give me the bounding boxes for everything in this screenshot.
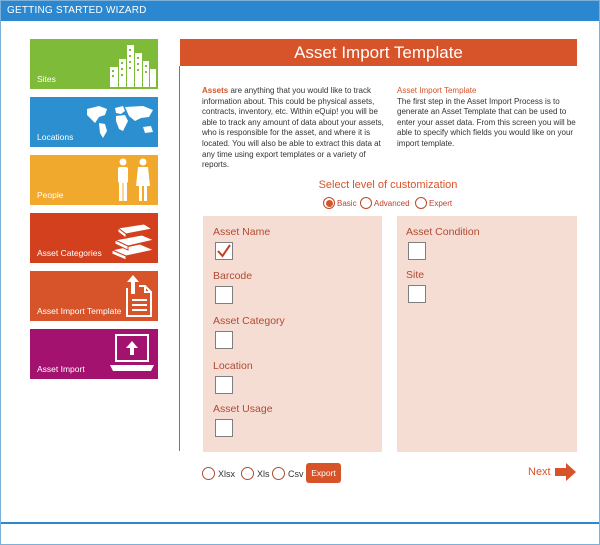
assets-description-body: are anything that you would like to track information about. This could be physical assets, contracts, inventory, etc. Within eQuip! you will be able to track any amount of data about your assets, who is responsible for the asset, and where it is located. You will also be able to extract this data at any time using export templates or a variety of reports. <box>202 86 384 170</box>
location-checkbox[interactable] <box>215 376 233 394</box>
export-format-xlsx[interactable] <box>202 467 235 480</box>
template-description-body: The first step in the Asset Import Process is to generate an Asset Template that can be used to enter your asset data. From this screen you will be able to specify which fields you would like on your import template. <box>397 96 576 148</box>
assets-description <box>202 86 390 171</box>
arrow-right-icon <box>555 463 577 481</box>
xls-radio[interactable] <box>241 467 254 480</box>
customization-title: Select level of customization <box>318 179 458 191</box>
basic-label: Basic <box>337 198 357 208</box>
sidebar-item-label: Sites <box>37 74 56 84</box>
customization-basic[interactable] <box>323 195 357 211</box>
sidebar-item-label: Asset Categories <box>37 248 102 258</box>
sidebar-item-sites[interactable] <box>30 39 158 89</box>
field-label-asset-name: Asset Name <box>213 226 271 238</box>
customization-advanced[interactable] <box>360 195 410 211</box>
expert-radio[interactable] <box>415 197 427 209</box>
xlsx-label: Xlsx <box>218 468 236 479</box>
customization-expert[interactable] <box>415 195 452 211</box>
barcode-checkbox[interactable] <box>215 286 233 304</box>
laptop-upload-icon <box>108 333 156 375</box>
advanced-label: Advanced <box>374 198 410 208</box>
next-button[interactable] <box>528 463 577 481</box>
next-label: Next <box>528 466 551 478</box>
people-icon <box>114 158 154 202</box>
document-upload-icon <box>124 274 154 318</box>
sidebar-item-asset-import[interactable] <box>30 329 158 379</box>
sidebar-item-label: Asset Import Template <box>37 306 122 316</box>
export-format-xls[interactable] <box>241 467 270 480</box>
field-label-asset-condition: Asset Condition <box>406 226 480 238</box>
sidebar-item-label: Locations <box>37 132 74 142</box>
template-heading: Asset Import Template <box>397 86 477 95</box>
sidebar-item-asset-categories[interactable] <box>30 213 158 263</box>
field-label-site: Site <box>406 269 425 281</box>
xlsx-radio[interactable] <box>202 467 215 480</box>
panel-divider <box>179 66 180 451</box>
field-label-asset-usage: Asset Usage <box>213 403 273 415</box>
world-map-icon <box>85 103 157 139</box>
books-icon <box>110 218 156 260</box>
csv-label: Csv <box>288 468 304 479</box>
asset-name-checkbox[interactable] <box>215 242 233 260</box>
city-icon <box>108 41 156 87</box>
asset-usage-checkbox[interactable] <box>215 419 233 437</box>
export-format-csv[interactable] <box>272 467 304 480</box>
template-description <box>397 86 577 150</box>
sidebar-item-label: People <box>37 190 64 200</box>
advanced-radio[interactable] <box>360 197 372 209</box>
xls-label: Xls <box>257 468 270 479</box>
csv-radio[interactable] <box>272 467 285 480</box>
sidebar-item-asset-import-template[interactable] <box>30 271 158 321</box>
sidebar-item-locations[interactable] <box>30 97 158 147</box>
field-label-barcode: Barcode <box>213 270 253 282</box>
expert-label: Expert <box>429 198 453 208</box>
field-label-location: Location <box>213 360 253 372</box>
site-checkbox[interactable] <box>408 285 426 303</box>
asset-category-checkbox[interactable] <box>215 331 233 349</box>
footer-divider <box>1 522 599 524</box>
asset-condition-checkbox[interactable] <box>408 242 426 260</box>
checkmark-icon <box>216 243 232 259</box>
field-label-asset-category: Asset Category <box>213 315 285 327</box>
sidebar-item-label: Asset Import <box>37 364 85 374</box>
sidebar-item-people[interactable] <box>30 155 158 205</box>
basic-radio[interactable] <box>323 197 335 209</box>
page-title: Asset Import Template <box>180 39 577 66</box>
assets-highlight: Assets <box>202 86 229 95</box>
export-button[interactable]: Export <box>306 463 341 483</box>
window-title: GETTING STARTED WIZARD <box>1 1 599 21</box>
